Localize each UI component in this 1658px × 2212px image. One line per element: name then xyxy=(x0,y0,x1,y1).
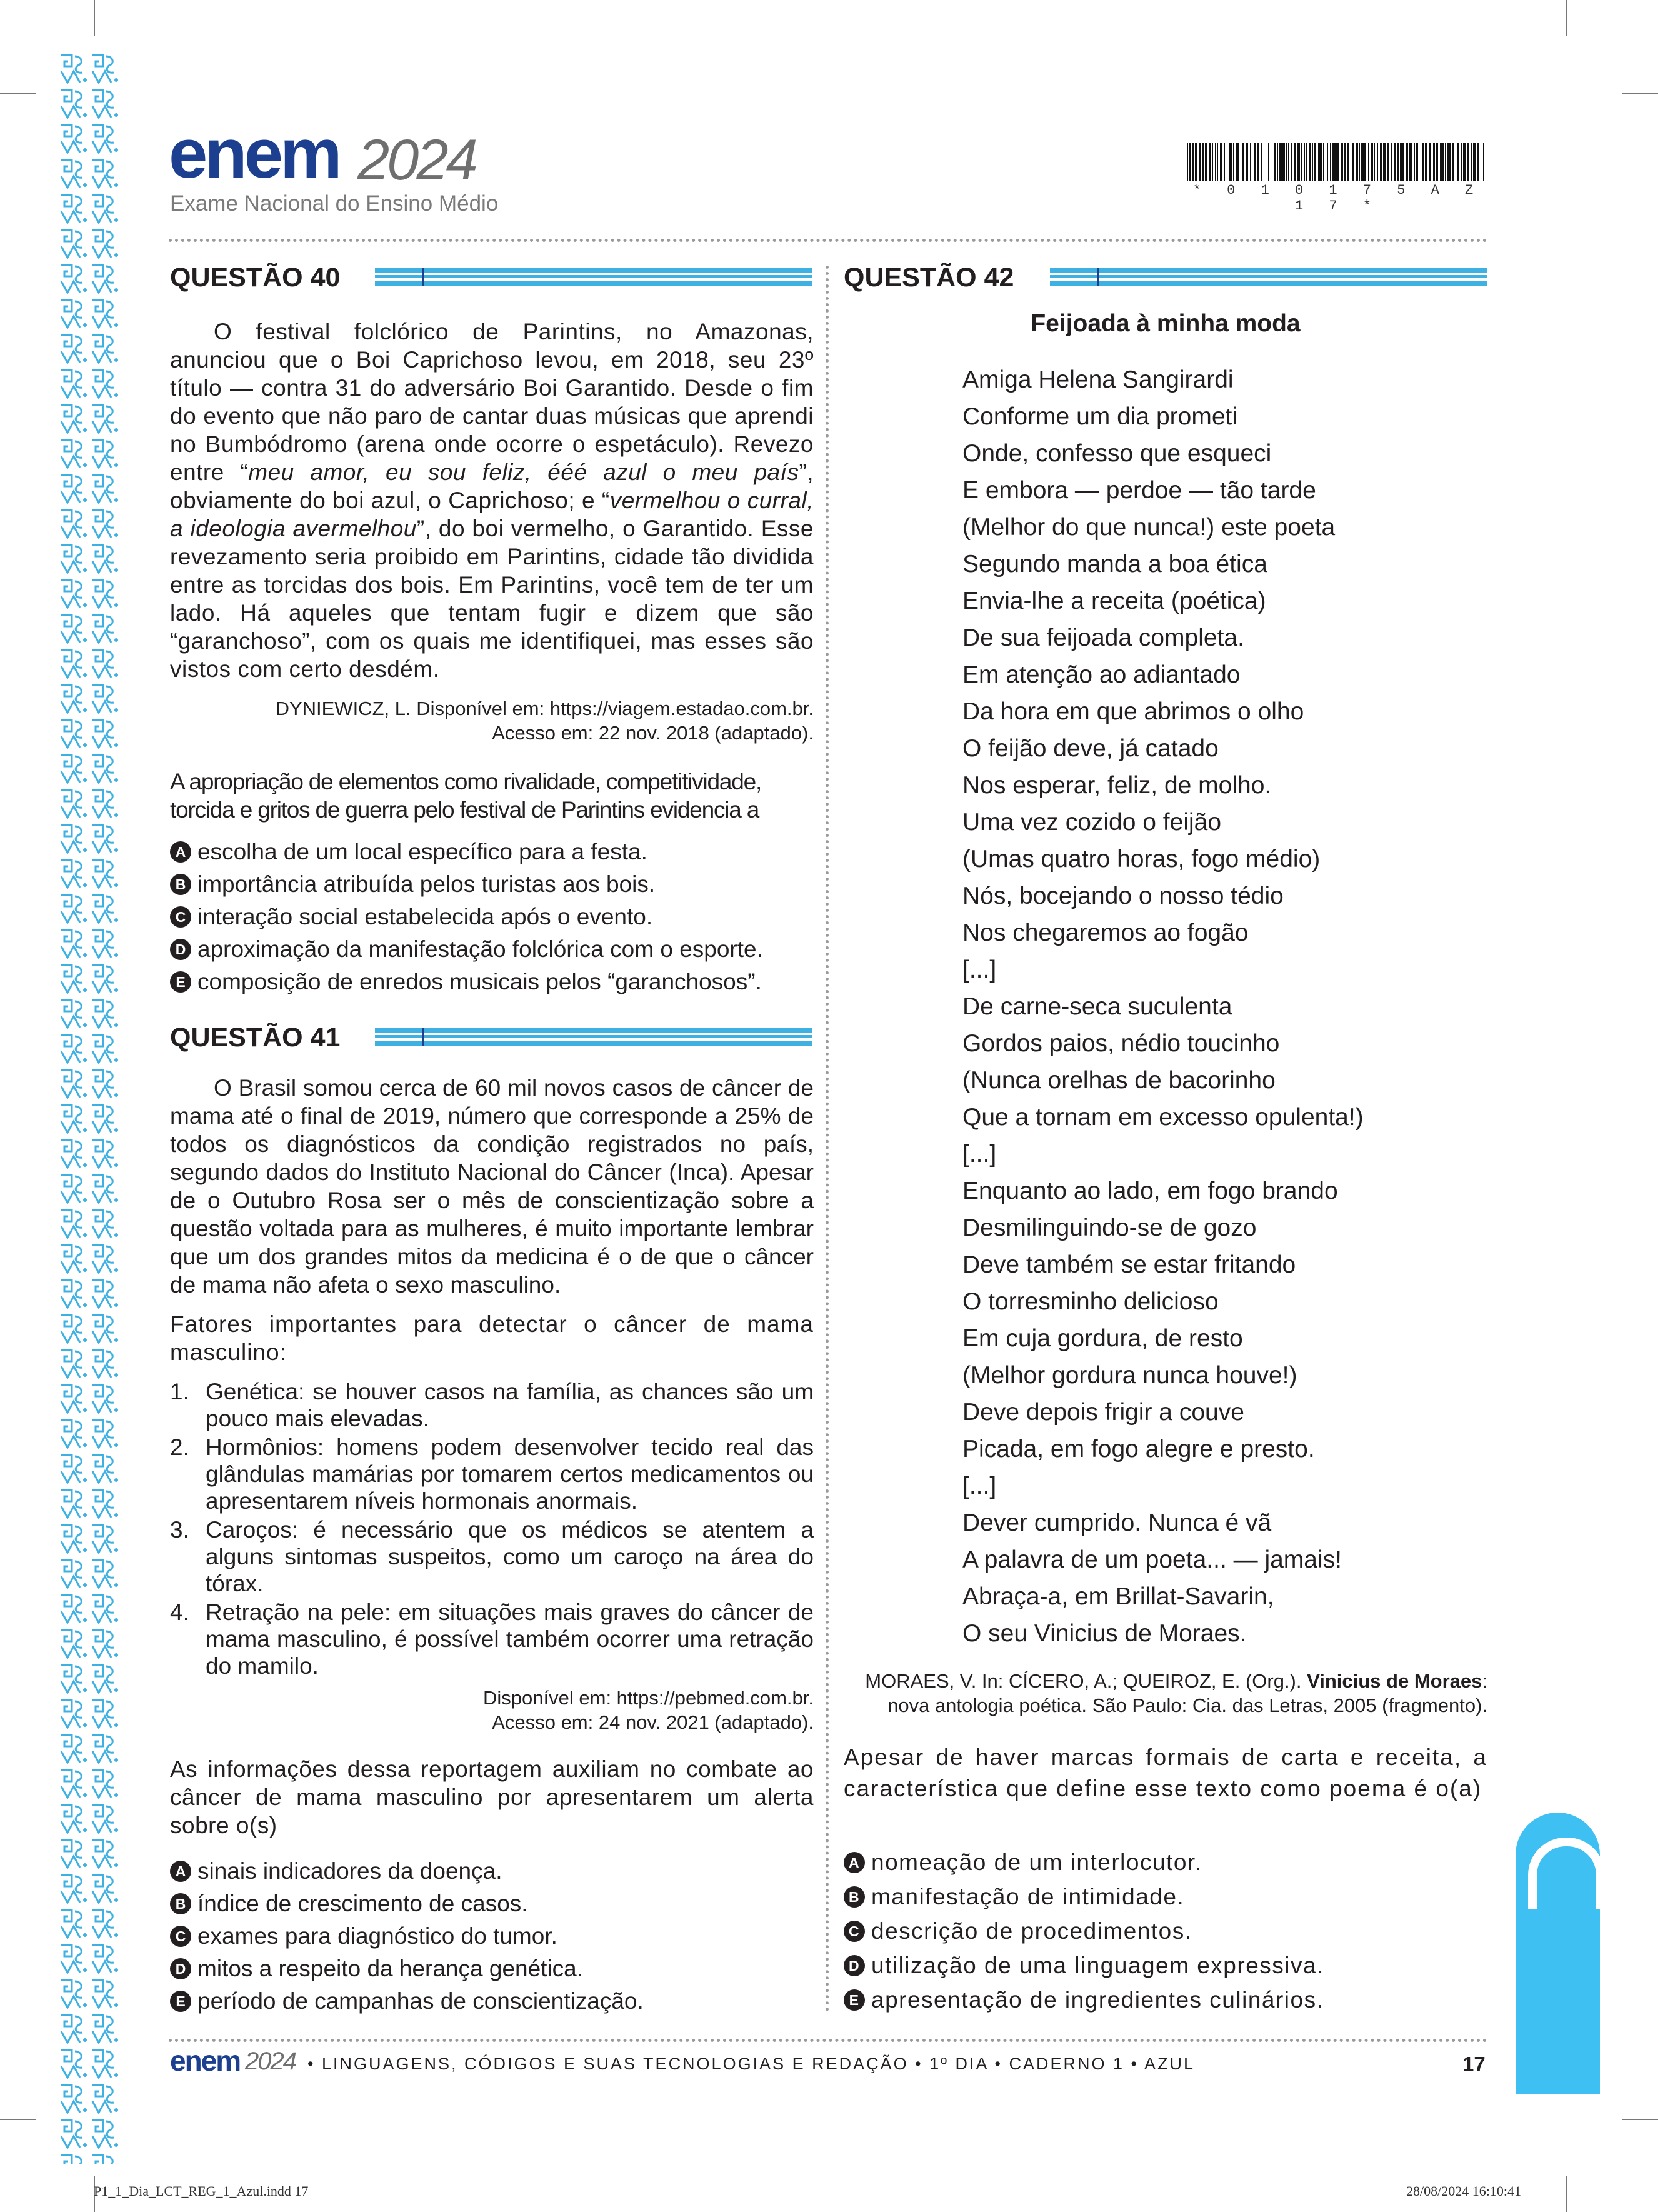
alternative-letter-icon: A xyxy=(170,841,191,863)
poem-line: Picada, em fogo alegre e presto. xyxy=(962,1436,1315,1463)
alternative-text: descrição de procedimentos. xyxy=(871,1918,1192,1944)
alternative-letter-icon: C xyxy=(170,906,191,928)
alternative-text: manifestação de intimidade. xyxy=(871,1884,1185,1909)
poem-line: Em atenção ao adiantado xyxy=(962,661,1241,688)
alternative-letter-icon: B xyxy=(170,1893,191,1914)
crop-mark xyxy=(1566,0,1567,36)
question-42-source: MORAES, V. In: CÍCERO, A.; QUEIROZ, E. (Org.). Vinicius de Moraes: nova antologia poética. São Paulo: Cia. das Letras, 2005 (fragmento). xyxy=(865,1670,1487,1716)
alternative-option[interactable] xyxy=(170,1888,644,1920)
poem-line: Envia-lhe a receita (poética) xyxy=(962,588,1266,614)
alternative-text: período de campanhas de conscientização. xyxy=(197,1988,644,2014)
print-slug-left: P1_1_Dia_LCT_REG_1_Azul.indd 17 xyxy=(94,2183,309,2199)
footer-text: • LINGUAGENS, CÓDIGOS E SUAS TECNOLOGIAS E REDAÇÃO • 1º DIA • CADERNO 1 • AZUL xyxy=(307,2054,1195,2073)
alternative-letter-icon: B xyxy=(844,1886,865,1908)
alternative-letter-icon: D xyxy=(170,1958,191,1979)
alternative-text: apresentação de ingredientes culinários. xyxy=(871,1987,1324,2013)
poem-line: O feijão deve, já catado xyxy=(962,735,1219,762)
alternative-option[interactable] xyxy=(844,1914,1324,1948)
alternative-letter-icon: A xyxy=(170,1861,191,1882)
alternative-text: escolha de um local específico para a festa. xyxy=(197,839,647,864)
poem-line: O seu Vinicius de Moraes. xyxy=(962,1620,1247,1647)
crop-mark xyxy=(1622,93,1658,94)
alternative-letter-icon: E xyxy=(170,1991,191,2012)
question-41-stem: As informações dessa reportagem auxiliam no combate ao câncer de mama masculino por apresentarem um alerta sobre o(s) xyxy=(170,1756,814,1838)
footer-enem-logo: enem xyxy=(170,2044,241,2077)
poem-line: Gordos paios, nédio toucinho xyxy=(962,1030,1280,1057)
alternative-option[interactable] xyxy=(844,1948,1324,1983)
poem-line: E embora — perdoe — tão tarde xyxy=(962,477,1316,504)
question-40-source: DYNIEWICZ, L. Disponível em: https://viagem.estadao.com.br. Acesso em: 22 nov. 2018 (adaptado). xyxy=(275,698,814,744)
question-40-text: O festival folclórico de Parintins, no Amazonas, anunciou que o Boi Caprichoso levou, em 2018, seu 23º título — contra 31 do adversário Boi Garantido. Desde o fim do evento que não paro de cantar duas músicas que aprendi no Bumbódromo (arena onde ocorre o espetáculo). Revezo entre “meu amor, eu sou feliz, ééé azul o meu país”, obviamente do boi azul, o Caprichoso; e “vermelhou o curral, a ideologia avermelhou”, do boi vermelho, o Garantido. Esse revezamento seria proibido em Parintins, cidade tão dividida entre as torcidas dos bois. Em Parintins, você tem de ter um lado. Há aqueles que tentam fugir e dizem que são “garanchoso”, com os quais me identifiquei, mas esses são vistos com certo desdém. xyxy=(170,319,814,682)
alternative-option[interactable] xyxy=(844,1879,1324,1914)
list-number: 1. xyxy=(170,1379,189,1404)
alternative-option[interactable] xyxy=(170,933,763,966)
poem-line: Da hora em que abrimos o olho xyxy=(962,698,1304,725)
alternative-text: nomeação de um interlocutor. xyxy=(871,1849,1202,1875)
crop-mark xyxy=(94,0,95,36)
poem-line: [...] xyxy=(962,956,997,983)
poem-line: Abraça-a, em Brillat-Savarin, xyxy=(962,1583,1274,1610)
poem-line: (Umas quatro horas, fogo médio) xyxy=(962,846,1321,873)
crop-mark xyxy=(1622,2119,1658,2120)
poem-line: Deve também se estar fritando xyxy=(962,1251,1296,1278)
alternative-text: sinais indicadores da doença. xyxy=(197,1858,502,1884)
question-41-list xyxy=(170,1378,814,1681)
footer-divider xyxy=(169,2039,1487,2042)
alternative-letter-icon: C xyxy=(844,1921,865,1942)
alternative-option[interactable] xyxy=(170,836,763,868)
list-number: 4. xyxy=(170,1599,189,1625)
heading-rule xyxy=(375,268,812,286)
poem-line: Desmilinguindo-se de gozo xyxy=(962,1214,1257,1241)
list-item xyxy=(170,1378,814,1432)
alternative-text: índice de crescimento de casos. xyxy=(197,1891,528,1916)
alternative-letter-icon: A xyxy=(844,1852,865,1873)
question-41-source: Disponível em: https://pebmed.com.br. Acesso em: 24 nov. 2021 (adaptado). xyxy=(483,1687,814,1733)
poem-line: Nos esperar, feliz, de molho. xyxy=(962,772,1272,799)
list-text: Hormônios: homens podem desenvolver tecido real das glândulas mamárias por tomarem certos medicamentos ou apresentarem níveis hormonais anormais. xyxy=(206,1434,814,1514)
poem-line: Conforme um dia prometi xyxy=(962,403,1238,430)
alternative-letter-icon: D xyxy=(844,1955,865,1976)
poem-line: (Nunca orelhas de bacorinho xyxy=(962,1067,1276,1094)
alternative-option[interactable] xyxy=(844,1845,1324,1879)
poem-line: (Melhor do que nunca!) este poeta xyxy=(962,514,1336,541)
poem-line: De carne-seca suculenta xyxy=(962,993,1232,1020)
poem-line: Segundo manda a boa ética xyxy=(962,551,1267,578)
list-text: Caroços: é necessário que os médicos se atentem a alguns sintomas suspeitos, como um caroço na área do tórax. xyxy=(206,1517,814,1596)
list-number: 3. xyxy=(170,1517,189,1543)
poem-title: Feijoada à minha moda xyxy=(1031,310,1301,337)
poem-line: [...] xyxy=(962,1473,997,1499)
logo-year: 2024 xyxy=(357,128,476,192)
print-slug-right: 28/08/2024 16:10:41 xyxy=(1406,2183,1521,2199)
heading-rule xyxy=(1050,268,1487,286)
heading-rule xyxy=(375,1028,812,1046)
poem-line: Nós, bocejando o nosso tédio xyxy=(962,883,1284,909)
poem-line: De sua feijoada completa. xyxy=(962,624,1244,651)
poem-line: Enquanto ao lado, em fogo brando xyxy=(962,1178,1338,1204)
poem-line: O torresminho delicioso xyxy=(962,1288,1219,1315)
question-42-stem: Apesar de haver marcas formais de carta e receita, a característica que define esse texto como poema é o(a) xyxy=(844,1744,1487,1801)
alternative-text: utilização de uma linguagem expressiva. xyxy=(871,1953,1324,1978)
crop-mark xyxy=(0,2119,36,2120)
alternative-letter-icon: C xyxy=(170,1926,191,1947)
alternative-letter-icon: D xyxy=(170,939,191,960)
question-41-alternatives xyxy=(170,1855,644,2018)
alternative-text: mitos a respeito da herança genética. xyxy=(197,1956,584,1981)
alternative-text: importância atribuída pelos turistas aos bois. xyxy=(197,871,656,897)
poem-line: Dever cumprido. Nunca é vã xyxy=(962,1509,1272,1536)
alternative-option[interactable] xyxy=(170,868,763,901)
alternative-option[interactable] xyxy=(170,1953,644,1985)
enem-logo: enem xyxy=(169,114,339,193)
poem-line: A palavra de um poeta... — jamais! xyxy=(962,1546,1342,1573)
list-item xyxy=(170,1434,814,1514)
poem-line: (Melhor gordura nunca houve!) xyxy=(962,1362,1297,1389)
list-item xyxy=(170,1516,814,1597)
side-tab-arc xyxy=(1528,1838,1605,1909)
alternative-text: interação social estabelecida após o evento. xyxy=(197,904,653,929)
poem-line: Onde, confesso que esqueci xyxy=(962,440,1272,467)
column-divider xyxy=(826,266,829,2013)
question-41-intro: Fatores importantes para detectar o câncer de mama masculino: xyxy=(170,1311,814,1365)
poem-line: Amiga Helena Sangirardi xyxy=(962,366,1234,393)
poem xyxy=(962,361,1364,1652)
alternative-option[interactable] xyxy=(170,966,763,998)
list-text: Genética: se houver casos na família, as chances são um pouco mais elevadas. xyxy=(206,1379,814,1431)
poem-line: Uma vez cozido o feijão xyxy=(962,809,1222,836)
crop-mark xyxy=(1566,2176,1567,2212)
list-number: 2. xyxy=(170,1434,189,1460)
question-42-alternatives xyxy=(844,1845,1324,2017)
list-text: Retração na pele: em situações mais graves do câncer de mama masculino, é possível também ocorrer uma retração do mamilo. xyxy=(206,1599,814,1679)
page-number: 17 xyxy=(1462,2053,1486,2076)
list-item xyxy=(170,1599,814,1679)
alternative-text: composição de enredos musicais pelos “garanchosos”. xyxy=(197,969,762,994)
alternative-text: exames para diagnóstico do tumor. xyxy=(197,1923,557,1949)
alternative-letter-icon: E xyxy=(170,971,191,993)
alternative-option[interactable] xyxy=(170,1855,644,1888)
alternative-letter-icon: E xyxy=(844,1989,865,2011)
question-40-heading: QUESTÃO 40 xyxy=(170,263,341,293)
question-41-heading: QUESTÃO 41 xyxy=(170,1023,341,1053)
alternative-text: aproximação da manifestação folclórica com o esporte. xyxy=(197,936,763,962)
poem-line: [...] xyxy=(962,1141,997,1168)
poem-line: Que a tornam em excesso opulenta!) xyxy=(962,1104,1364,1131)
question-40-stem: A apropriação de elementos como rivalidade, competitividade, torcida e gritos de guerra pelo festival de Parintins evidencia a xyxy=(170,769,762,823)
poem-line: Nos chegaremos ao fogão xyxy=(962,919,1249,946)
poem-line: Em cuja gordura, de resto xyxy=(962,1325,1243,1352)
barcode-text: * 0 1 0 1 7 5 A Z 1 7 * xyxy=(1192,183,1482,214)
alternative-option[interactable] xyxy=(844,1983,1324,2017)
header-divider xyxy=(169,239,1487,242)
alternative-letter-icon: B xyxy=(170,874,191,895)
alternative-option[interactable] xyxy=(170,1985,644,2018)
footer-logo-year: 2024 xyxy=(245,2048,296,2075)
question-40-alternatives xyxy=(170,836,763,998)
poem-line: Deve depois frigir a couve xyxy=(962,1399,1244,1426)
alternative-option[interactable] xyxy=(170,901,763,933)
crop-mark xyxy=(0,93,36,94)
alternative-option[interactable] xyxy=(170,1920,644,1953)
logo-subtitle: Exame Nacional do Ensino Médio xyxy=(170,191,499,216)
barcode-icon xyxy=(1187,143,1487,181)
decorative-pattern-strip xyxy=(57,51,120,2164)
question-41-text: O Brasil somou cerca de 60 mil novos casos de câncer de mama até o final de 2019, número que corresponde a 25% de todos os diagnósticos da condição registrados no país, segundo dados do Instituto Nacional do Câncer (Inca). Apesar de o Outubro Rosa ser o mês de conscientização sobre a questão voltada para as mulheres, é muito importante lembrar que um dos grandes mitos da medicina é o de que o câncer de mama não afeta o sexo masculino. xyxy=(170,1075,814,1298)
question-42-heading: QUESTÃO 42 xyxy=(844,263,1014,293)
